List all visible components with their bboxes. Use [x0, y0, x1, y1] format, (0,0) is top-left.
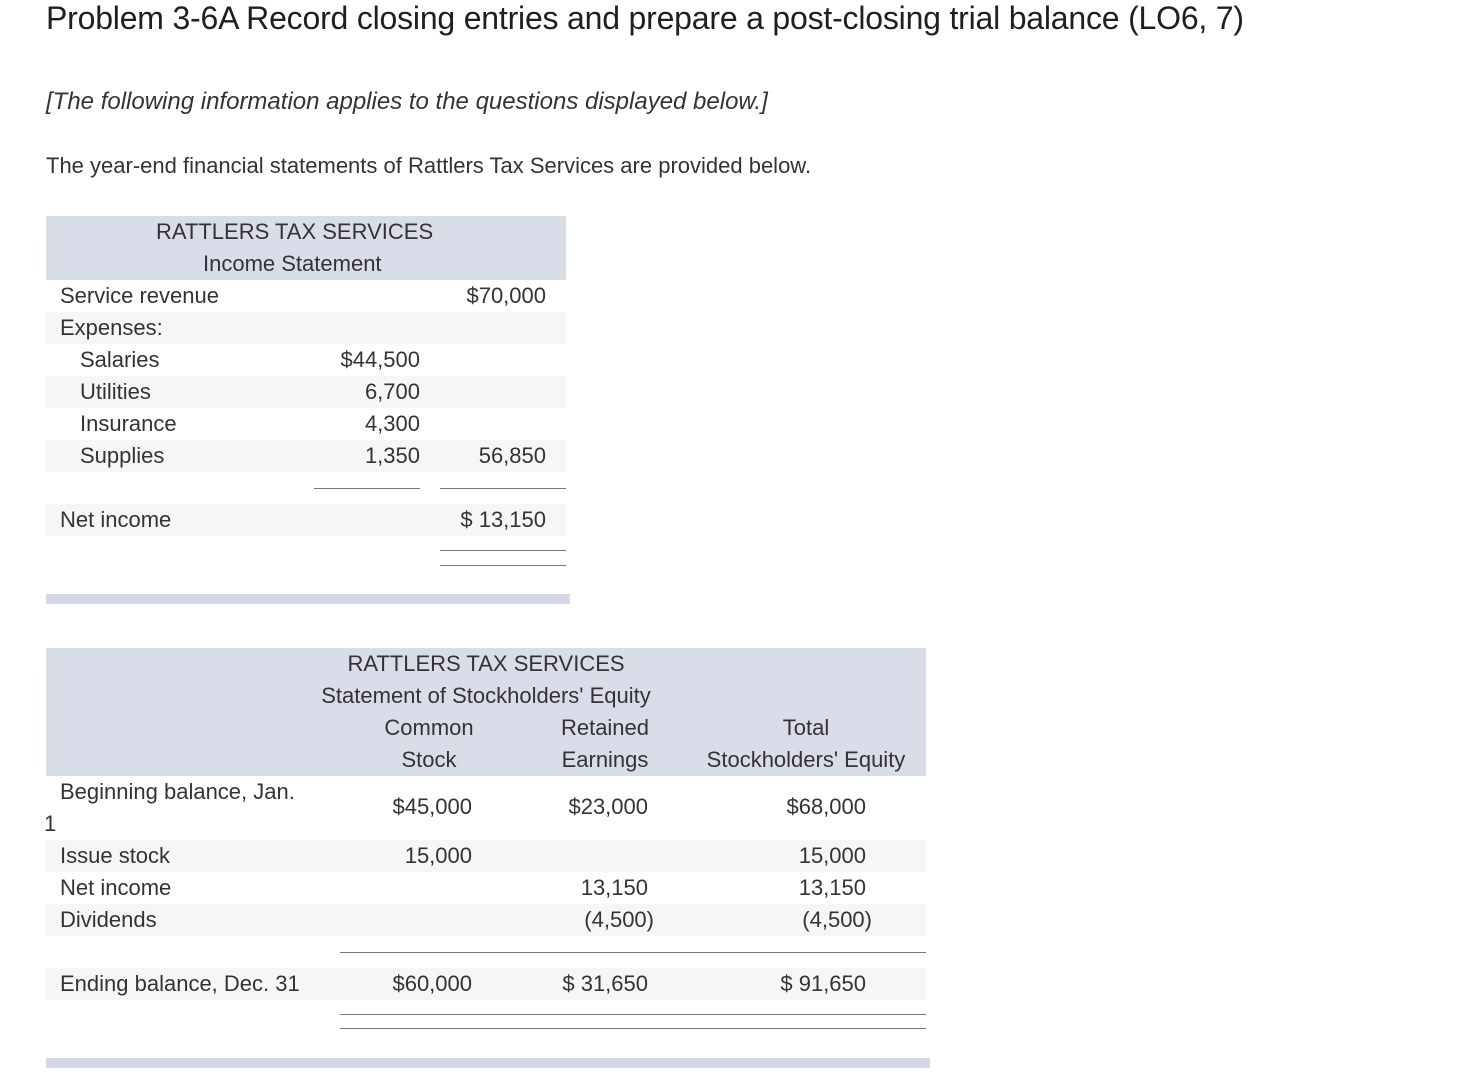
problem-title: Problem 3-6A Record closing entries and prepare a post-closing trial balance (LO6, 7): [46, 0, 1244, 36]
table-row: [46, 776, 926, 840]
table-row: [46, 872, 926, 904]
dividends-retained: (4,500): [584, 907, 654, 932]
net-income-total: 13,150: [798, 875, 866, 900]
service-revenue-label: Service revenue: [60, 283, 219, 308]
expense-label: Salaries: [80, 347, 160, 372]
section-divider: [46, 1058, 930, 1068]
issue-stock-common: 15,000: [404, 843, 472, 868]
expense-amount: 6,700: [364, 379, 420, 404]
equity-statement-header: [46, 648, 926, 776]
beginning-total: $68,000: [786, 794, 866, 819]
issue-stock-label: Issue stock: [60, 843, 171, 868]
beginning-balance-label: 1: [44, 811, 57, 836]
column-header-retained: Earnings: [561, 747, 649, 772]
net-income-retained: 13,150: [580, 875, 648, 900]
expense-amount: $44,500: [340, 347, 420, 372]
expenses-label: Expenses:: [60, 315, 163, 340]
table-row: [46, 344, 566, 376]
beginning-balance-label: Beginning balance, Jan.: [60, 779, 295, 804]
beginning-retained: $23,000: [568, 794, 648, 819]
dividends-total: (4,500): [802, 907, 872, 932]
expense-label: Supplies: [80, 443, 165, 468]
table-row: [46, 376, 566, 408]
table-row: [46, 440, 566, 472]
equity-statement-name: Statement of Stockholders' Equity: [321, 683, 651, 708]
ending-total: $ 91,650: [780, 971, 866, 996]
equity-statement-company: RATTLERS TAX SERVICES: [347, 651, 625, 676]
table-row: [46, 840, 926, 872]
table-row: [46, 312, 566, 344]
beginning-common: $45,000: [392, 794, 472, 819]
net-income-label: Net income: [60, 507, 172, 532]
expense-label: Insurance: [80, 411, 177, 436]
column-header-common: Stock: [401, 747, 457, 772]
problem-description: The year-end financial statements of Rattlers Tax Services are provided below.: [46, 153, 812, 178]
expense-amount: 4,300: [364, 411, 420, 436]
equity-statement-table: [46, 648, 926, 1048]
issue-stock-total: 15,000: [798, 843, 866, 868]
double-underline: [440, 565, 566, 566]
table-row: [46, 904, 926, 936]
column-header-total: Stockholders' Equity: [706, 747, 906, 772]
subtotal-rule: [314, 488, 420, 489]
net-income-value: $ 13,150: [460, 507, 546, 532]
intro-note: [The following information applies to the questions displayed below.]: [46, 88, 768, 115]
total-expenses-value: 56,850: [478, 443, 546, 468]
double-underline: [440, 550, 566, 551]
net-income-label: Net income: [60, 875, 172, 900]
subtotal-rule: [340, 952, 926, 953]
ending-balance-label: Ending balance, Dec. 31: [60, 971, 300, 996]
column-header-retained: Retained: [560, 715, 650, 740]
table-row: [46, 504, 566, 536]
table-row: [46, 280, 566, 312]
ending-retained: $ 31,650: [562, 971, 648, 996]
double-underline: [340, 1028, 926, 1029]
income-statement-name: Income Statement: [203, 251, 382, 276]
double-underline: [340, 1014, 926, 1015]
dividends-label: Dividends: [60, 907, 157, 932]
service-revenue-value: $70,000: [466, 283, 546, 308]
table-row: [46, 408, 566, 440]
table-row: [46, 968, 926, 1000]
subtotal-rule: [440, 488, 566, 489]
column-header-common: Common: [384, 715, 474, 740]
expense-amount: 1,350: [364, 443, 420, 468]
income-statement-table: [46, 216, 566, 596]
expense-label: Utilities: [80, 379, 151, 404]
column-header-total: Total: [782, 715, 830, 740]
income-statement-company: RATTLERS TAX SERVICES: [156, 219, 434, 244]
ending-common: $60,000: [392, 971, 472, 996]
section-divider: [46, 594, 570, 604]
income-statement-header: [46, 216, 566, 280]
